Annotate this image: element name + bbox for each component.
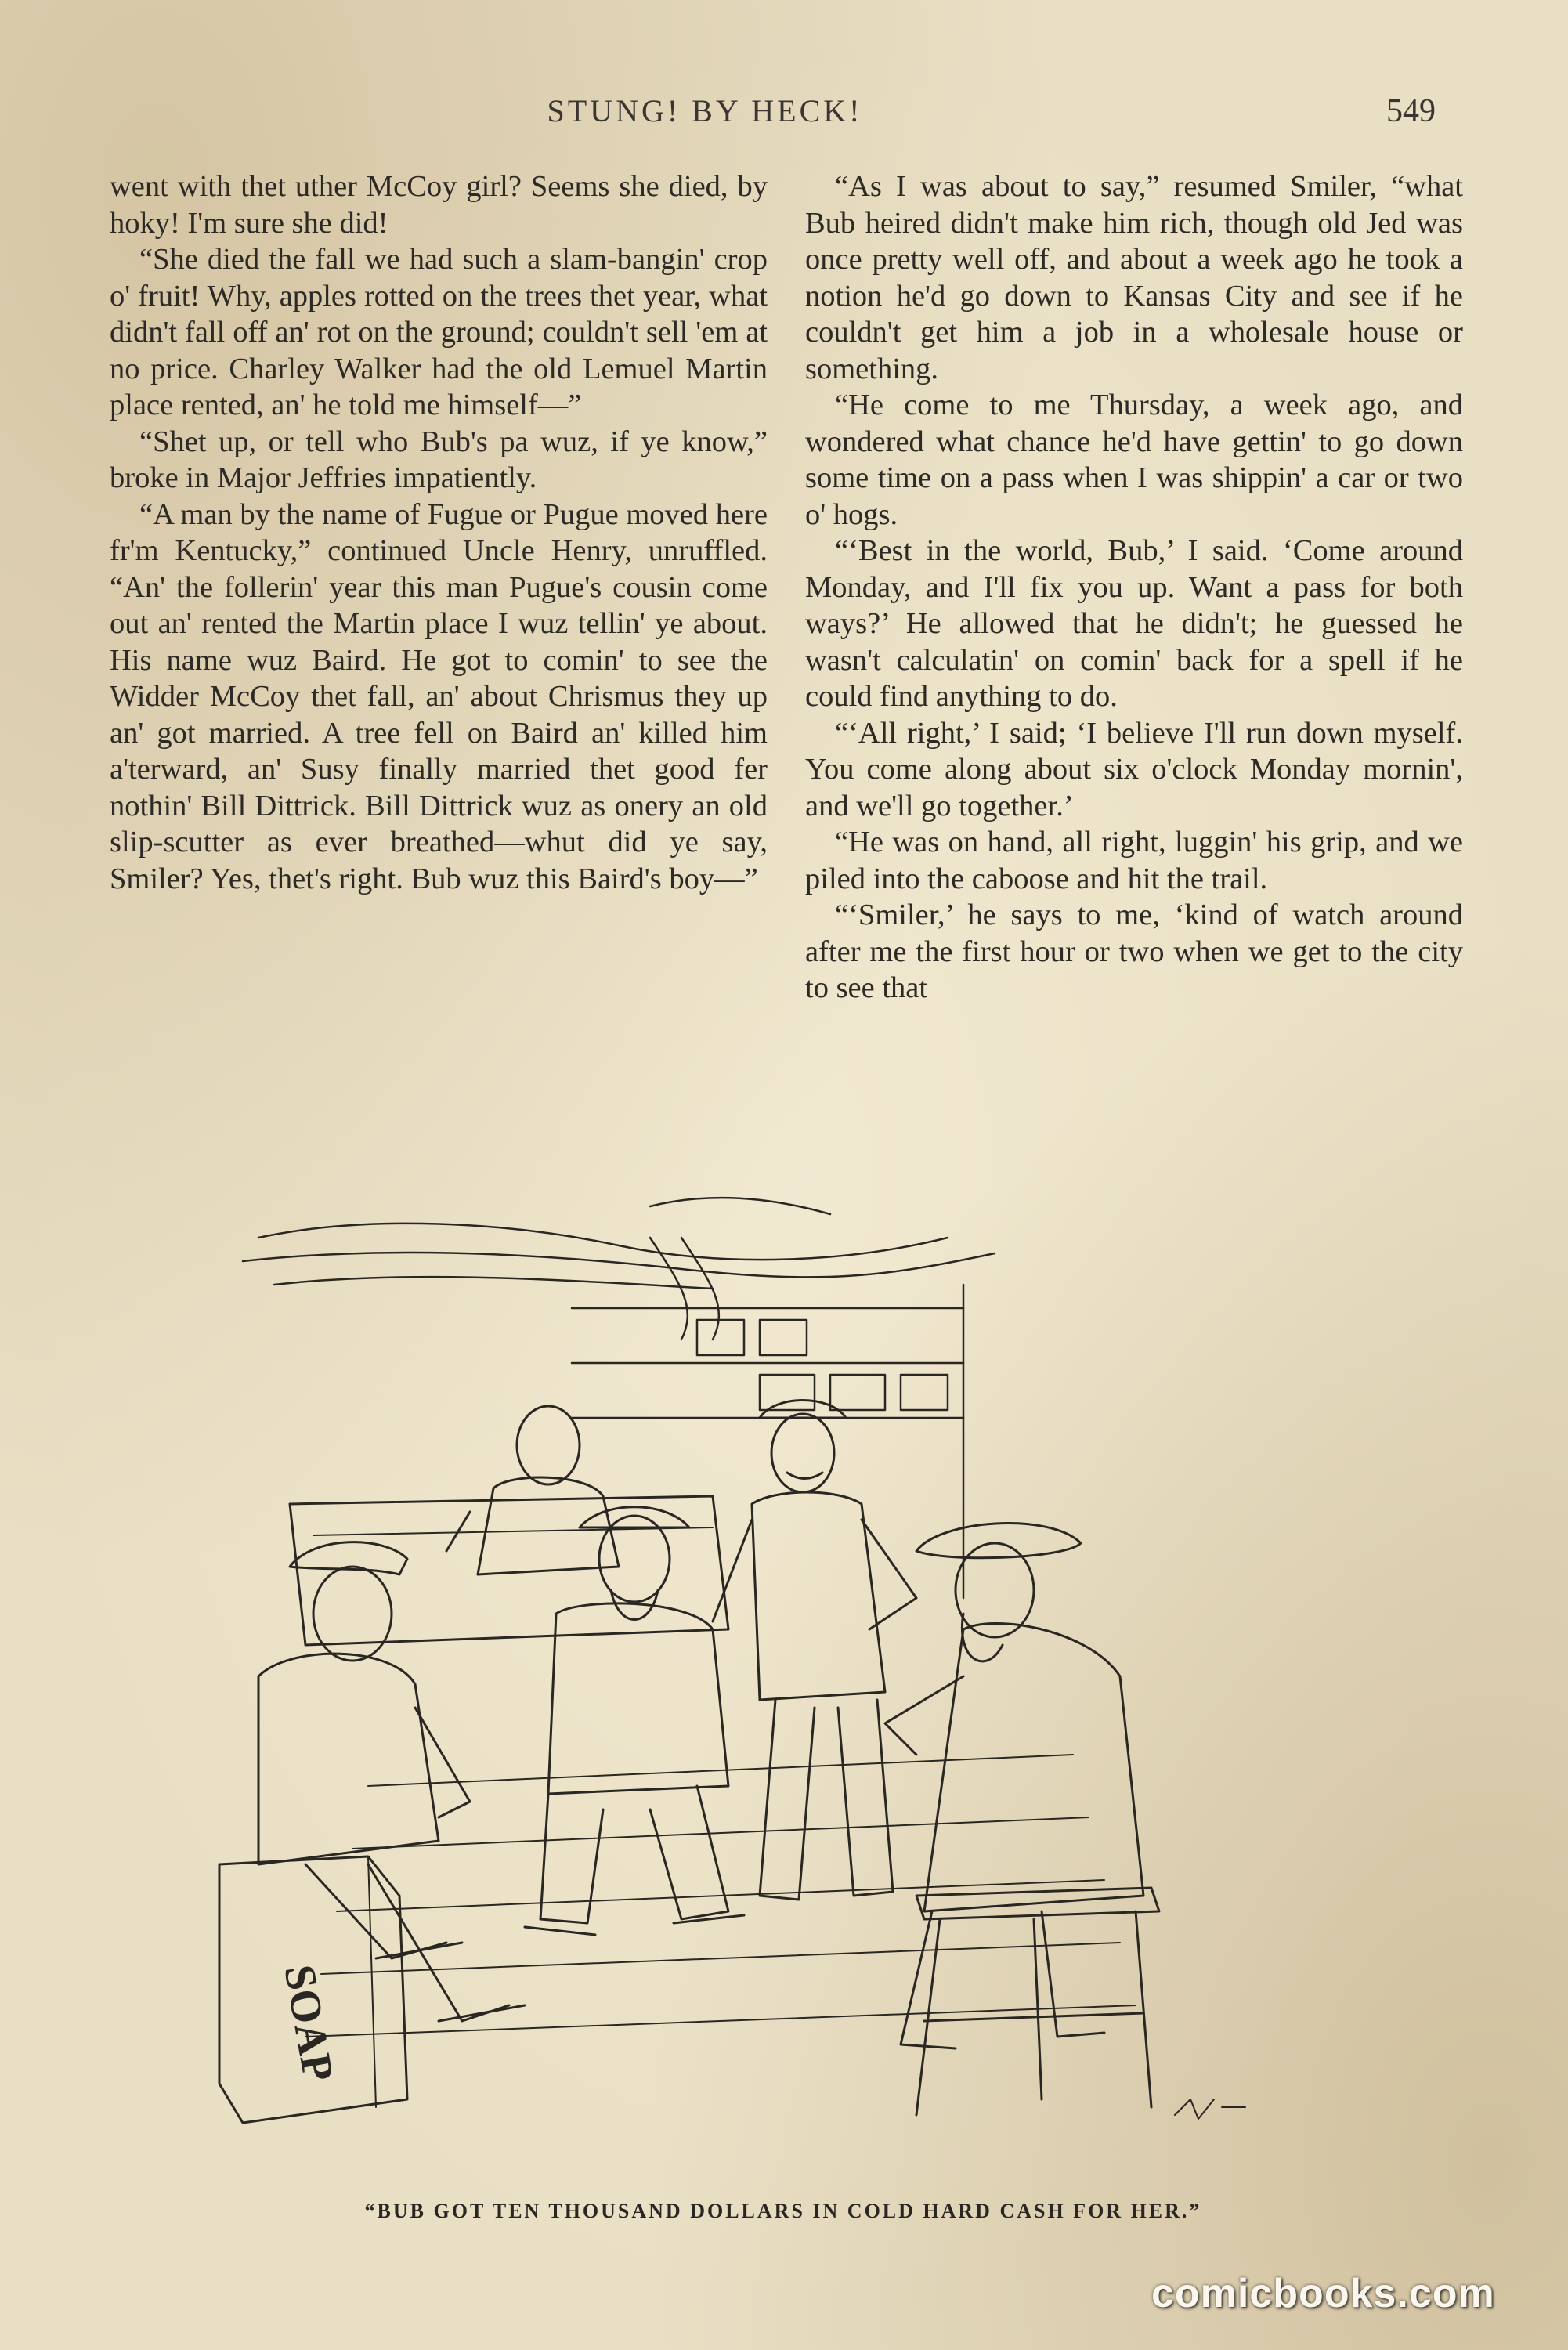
paragraph: “‘Best in the world, Bub,’ I said. ‘Come around Monday, and I'll fix you up. Want a pass for both ways?’ He allowed that he didn't; he guessed he wasn't calculatin' on comin' back for a spell if he could find anything to do. (805, 534, 1463, 713)
paragraph: “He was on hand, all right, luggin' his grip, and we piled into the caboose and hit the trail. (805, 826, 1463, 895)
store-scene-illustration (211, 1191, 1355, 2170)
artist-monogram (1175, 2099, 1245, 2119)
standing-man (713, 1401, 916, 1900)
illustration-caption: “BUB GOT TEN THOUSAND DOLLARS IN COLD HARD CASH FOR HER.” (364, 2200, 1202, 2222)
paragraph: “He come to me Thursday, a week ago, and wondered what chance he'd have gettin' to go down some time on a pass when I was shippin' a car or two o' hogs. (805, 389, 1463, 531)
running-title: STUNG! BY HECK! (547, 93, 863, 128)
paragraph: “A man by the name of Fugue or Pugue moved here fr'm Kentucky,” continued Uncle Henry, unruffled. “An' the follerin' year this man Pugue's cousin come out an' rented the Martin place I wuz tellin' ye about. His name wuz Baird. He got to comin' to see the Widder McCoy thet fall, an' about Chrismus they up an' got married. A tree fell on Baird an' killed him a'terward, an' Susy finally married thet good fer nothin' Bill Dittrick. Bill Dittrick wuz as onery an old slip-scutter as ever breathed—whut did ye say, Smiler? Yes, thet's right. Bub wuz this Baird's boy—” (110, 497, 768, 895)
clerk-figure (446, 1406, 619, 1574)
smoke-wisps (243, 1198, 995, 1289)
right-text-column (805, 168, 1463, 1007)
paragraph: “Shet up, or tell who Bub's pa wuz, if ye know,” broke in Major Jeffries impatiently. (110, 425, 768, 494)
old-man-on-stool (885, 1524, 1159, 2115)
crate-lettering: SOAP (274, 1961, 343, 2085)
paragraph: went with thet uther McCoy girl? Seems she died, by hoky! I'm sure she did! (110, 170, 768, 240)
paragraph: “She died the fall we had such a slam-bangin' crop o' fruit! Why, apples rotted on the trees thet year, what didn't fall off an' rot on the ground; couldn't sell 'em at no price. Charley Walker had the old Lemuel Martin place rented, an' he told me himself—” (110, 243, 768, 421)
left-text-column (110, 168, 768, 897)
page-number: 549 (1386, 93, 1436, 129)
watermark: comicbooks.com (1151, 2271, 1495, 2316)
paragraph: “‘All right,’ I said; ‘I believe I'll run down myself. You come along about six o'clock Monday mornin', and we'll go together.’ (805, 716, 1463, 822)
soap-crate (219, 1856, 407, 2123)
paragraph: “‘Smiler,’ he says to me, ‘kind of watch around after me the first hour or two when we get to the city to see that (805, 898, 1463, 1004)
paragraph: “As I was about to say,” resumed Smiler, “what Bub heired didn't make him rich, though old Jed was once pretty well off, and about a week ago he took a notion he'd go down to Kansas City and see if he couldn't get him a job in a wholesale house or something. (805, 170, 1463, 385)
running-head (0, 92, 1568, 139)
floorboards (305, 1755, 1136, 2037)
